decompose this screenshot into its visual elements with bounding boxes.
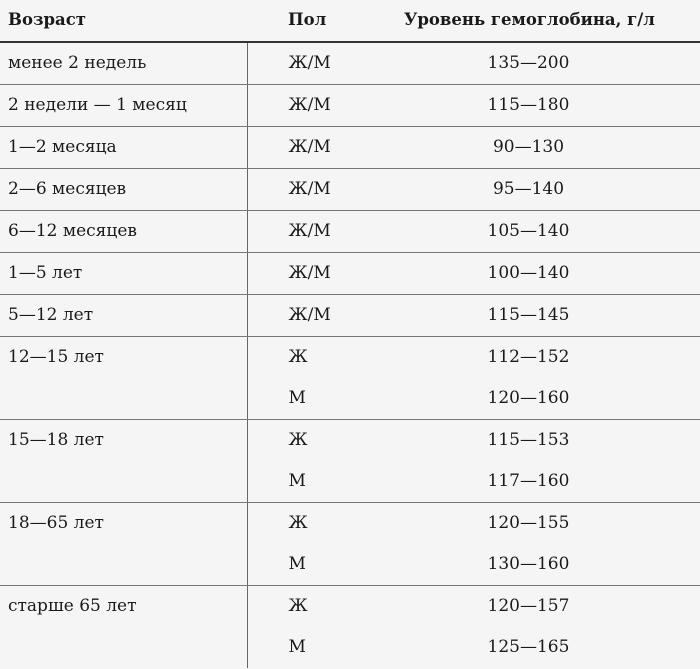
hemoglobin-cell: 135—200 (357, 42, 700, 85)
hemoglobin-cell: 105—140 (357, 211, 700, 253)
hemoglobin-cell-female: 112—152 (487, 347, 570, 367)
sex-cell: Ж/М (247, 85, 357, 127)
table-row (0, 295, 700, 337)
table-header (0, 0, 700, 42)
header-age: Возраст (0, 0, 247, 42)
hemoglobin-cell-male: 125—165 (487, 637, 570, 657)
sex-cell-male: М (247, 461, 357, 503)
table-row (0, 253, 700, 295)
table-row (0, 211, 700, 253)
header-row (0, 0, 700, 42)
hemoglobin-cell-male: 120—160 (357, 378, 700, 420)
hemoglobin-cell: 90—130 (357, 127, 700, 169)
sex-cell-female: Ж (288, 430, 308, 450)
sex-cell-male: М (247, 544, 357, 586)
age-cell: старше 65 лет (0, 586, 247, 669)
table-body (0, 42, 700, 668)
age-cell: 2—6 месяцев (0, 169, 247, 211)
sex-cell: Ж/М (247, 127, 357, 169)
sex-cell: Ж/М (247, 253, 357, 295)
table-row (0, 127, 700, 169)
table-row (0, 337, 700, 379)
header-sex: Пол (247, 0, 357, 42)
hemoglobin-cell-male: 130—160 (357, 544, 700, 586)
hemoglobin-cell: 95—140 (357, 169, 700, 211)
sex-cell-female: Ж (288, 513, 308, 533)
hemoglobin-cell-male: 117—160 (357, 461, 700, 503)
age-cell: 18—65 лет (0, 503, 247, 586)
sex-cell: Ж/М (247, 211, 357, 253)
sex-cell-male: М (288, 637, 306, 657)
hemoglobin-cell-female: 115—153 (487, 430, 570, 450)
age-cell: 1—5 лет (0, 253, 247, 295)
age-cell: 15—18 лет (0, 420, 247, 503)
header-hemoglobin: Уровень гемоглобина, г/л (357, 0, 700, 42)
sex-cell: Ж/М (247, 42, 357, 85)
hemoglobin-cell-female: 120—155 (487, 513, 570, 533)
hemoglobin-cell: 115—145 (357, 295, 700, 337)
age-cell: 1—2 месяца (0, 127, 247, 169)
sex-cell-female: Ж (288, 347, 308, 367)
sex-cell-male: М (247, 378, 357, 420)
age-cell: менее 2 недель (0, 42, 247, 85)
table-row (0, 42, 700, 85)
sex-cell-female: Ж (288, 596, 308, 616)
hemoglobin-cell: 100—140 (357, 253, 700, 295)
age-cell: 12—15 лет (0, 337, 247, 420)
hemoglobin-cell: 115—180 (357, 85, 700, 127)
age-cell: 2 недели — 1 месяц (0, 85, 247, 127)
age-cell: 6—12 месяцев (0, 211, 247, 253)
hemoglobin-cell-female: 120—157 (487, 596, 570, 616)
table-row (0, 169, 700, 211)
table-row (0, 586, 700, 628)
table-row (0, 503, 700, 545)
table-row (0, 85, 700, 127)
sex-cell: Ж/М (247, 295, 357, 337)
age-cell: 5—12 лет (0, 295, 247, 337)
sex-cell: Ж/М (247, 169, 357, 211)
table-row (0, 420, 700, 462)
